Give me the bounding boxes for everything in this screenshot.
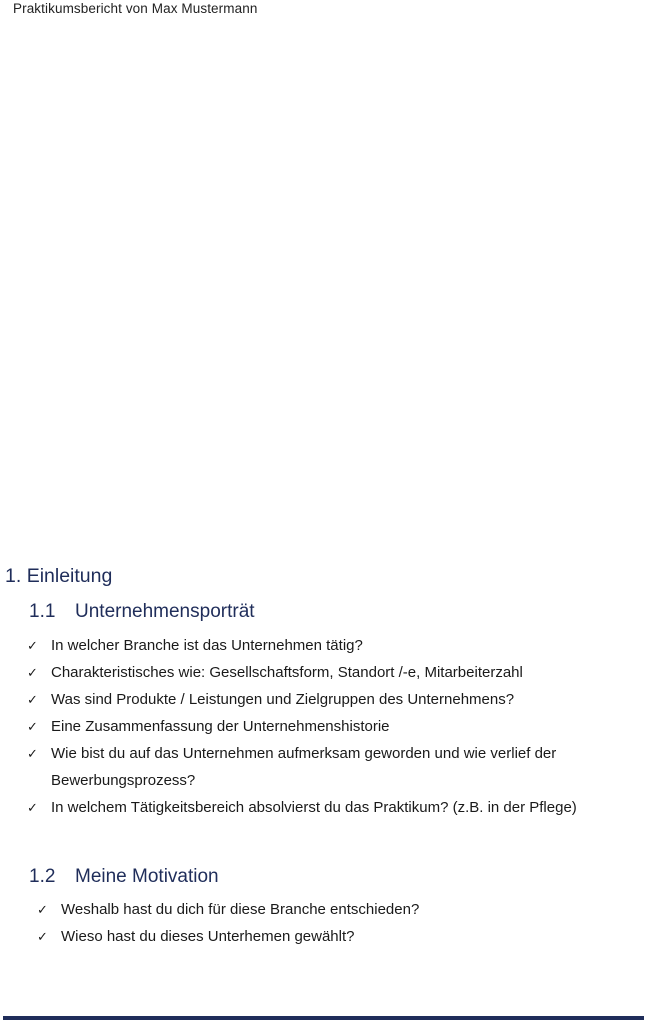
checkmark-icon: ✓ bbox=[27, 800, 38, 815]
list-item-text: Eine Zusammenfassung der Unternehmenshistorie bbox=[51, 718, 390, 735]
list-item bbox=[37, 923, 617, 950]
footer-rule bbox=[3, 1016, 644, 1020]
list-item-text: Weshalb hast du dich für diese Branche entschieden? bbox=[61, 901, 420, 918]
checkmark-icon: ✓ bbox=[27, 692, 38, 707]
checkmark-icon: ✓ bbox=[27, 638, 38, 653]
list-item-text: Wie bist du auf das Unternehmen aufmerksam geworden und wie verlief der Bewerbungsprozess? bbox=[51, 745, 557, 789]
list-item bbox=[27, 794, 627, 821]
section-number: 1.1 bbox=[29, 601, 56, 622]
chapter-title: Einleitung bbox=[26, 565, 113, 587]
section-title: Unternehmensporträt bbox=[75, 601, 255, 622]
list-item-text: Wieso hast du dieses Unterhemen gewählt? bbox=[61, 928, 355, 945]
list-item bbox=[27, 686, 627, 713]
list-item bbox=[27, 713, 627, 740]
checklist-unternehmensportraet bbox=[27, 632, 627, 821]
section-number: 1.2 bbox=[29, 866, 56, 887]
list-item-text: In welchem Tätigkeitsbereich absolvierst du das Praktikum? (z.B. in der Pflege) bbox=[51, 799, 577, 816]
section-title: Meine Motivation bbox=[75, 866, 219, 887]
list-item bbox=[37, 896, 617, 923]
list-item bbox=[27, 632, 627, 659]
checkmark-icon: ✓ bbox=[27, 719, 38, 734]
running-header: Praktikumsbericht von Max Mustermann bbox=[13, 1, 258, 16]
section-heading-motivation bbox=[29, 866, 219, 888]
section-heading-unternehmensportraet bbox=[29, 601, 255, 623]
chapter-heading bbox=[5, 565, 112, 588]
list-item-text: In welcher Branche ist das Unternehmen tätig? bbox=[51, 637, 363, 654]
list-item bbox=[27, 659, 627, 686]
list-item-text: Charakteristisches wie: Gesellschaftsform, Standort /-e, Mitarbeiterzahl bbox=[51, 664, 523, 681]
chapter-number: 1. bbox=[5, 565, 22, 587]
list-item-text: Was sind Produkte / Leistungen und Zielgruppen des Unternehmens? bbox=[51, 691, 515, 708]
checkmark-icon: ✓ bbox=[37, 929, 48, 944]
checklist-motivation bbox=[37, 896, 617, 950]
checkmark-icon: ✓ bbox=[27, 665, 38, 680]
checkmark-icon: ✓ bbox=[27, 746, 38, 761]
list-item bbox=[27, 740, 627, 794]
checkmark-icon: ✓ bbox=[37, 902, 48, 917]
